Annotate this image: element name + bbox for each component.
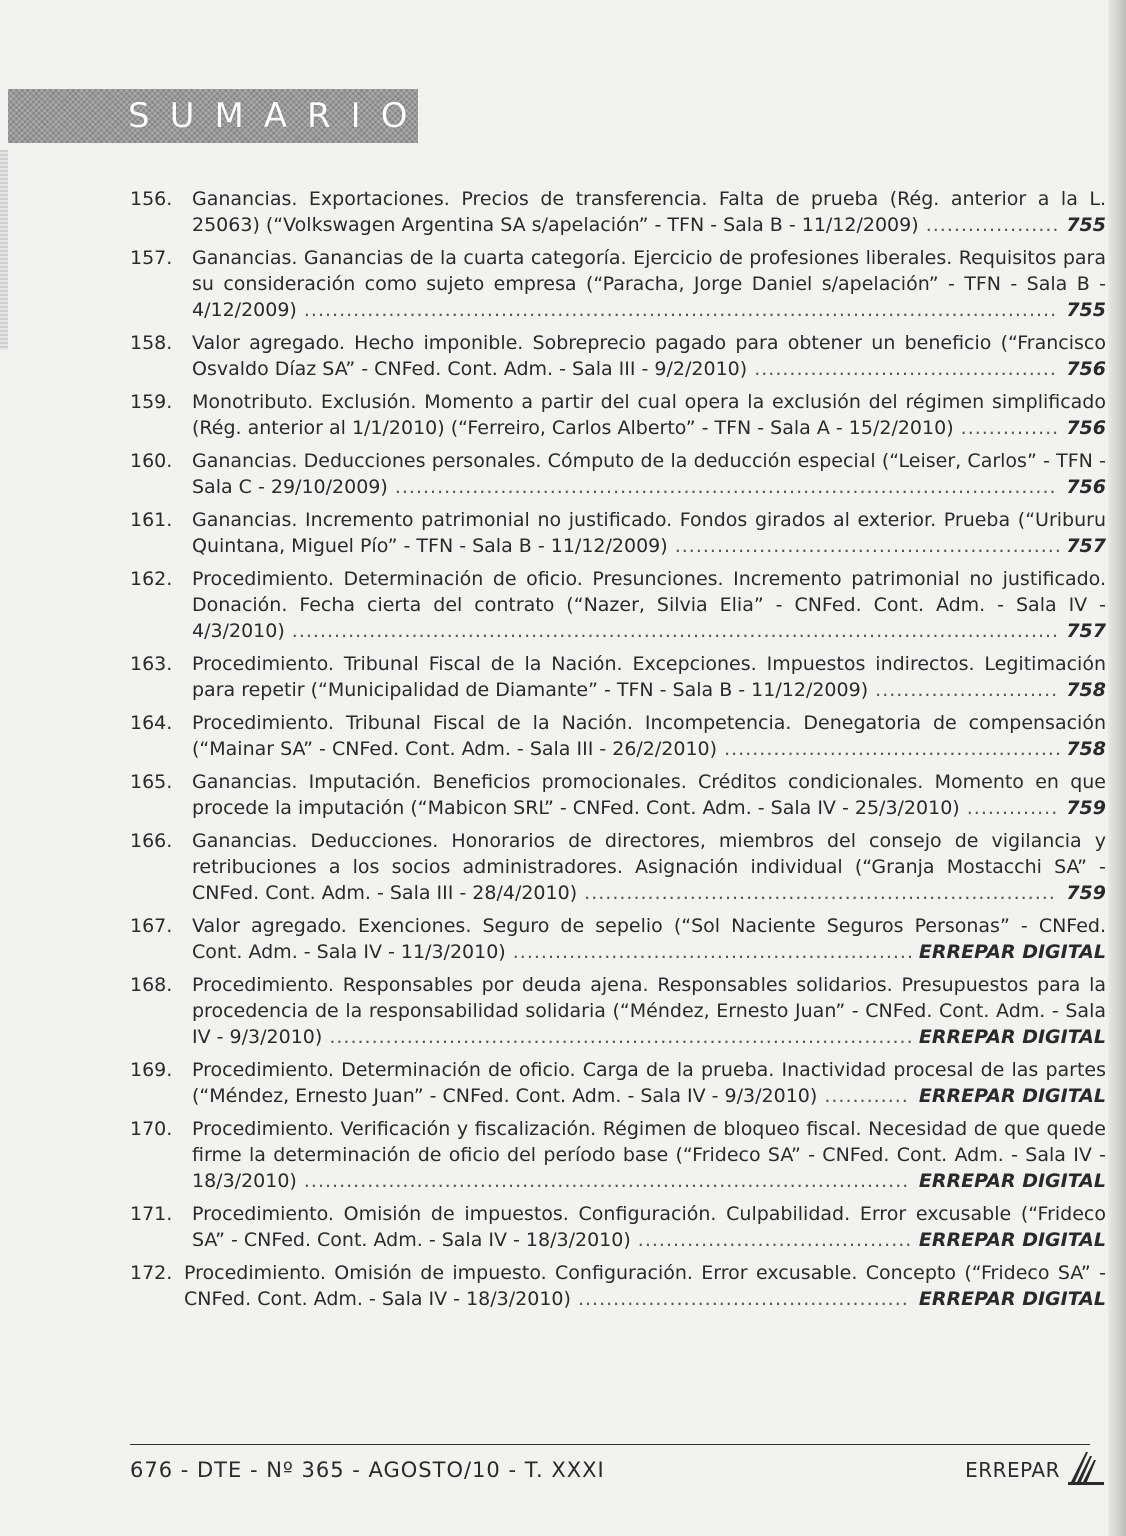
dot-leader: ....................................................... <box>667 535 1062 557</box>
page-reference: ERREPAR DIGITAL <box>918 1229 1106 1251</box>
list-item <box>130 1201 1106 1253</box>
list-item <box>130 245 1106 323</box>
entry-text: Procedimiento. Determinación de oficio. Presunciones. Incremento patrimonial no justificado. Donación. Fecha cierta del contrato (“Nazer, Silvia Elia” - CNFed. Cont. Adm. - Sala IV - 4/3/2010) <box>192 568 1106 642</box>
page-reference: ERREPAR DIGITAL <box>918 1085 1106 1107</box>
entry-body <box>192 507 1106 559</box>
entry-body <box>192 186 1106 238</box>
page-reference: 756 <box>1066 476 1106 498</box>
entry-body <box>192 769 1106 821</box>
list-item <box>130 1057 1106 1109</box>
list-item <box>130 448 1106 500</box>
binding-mark <box>0 150 8 350</box>
entry-number: 163. <box>130 653 173 675</box>
dot-leader: ............................................... <box>570 1288 909 1310</box>
page-edge-shadow <box>1108 0 1126 1536</box>
entry-text: Ganancias. Ganancias de la cuarta categoría. Ejercicio de profesiones liberales. Requisitos para su consideración como sujeto empresa (“Paracha, Jorge Daniel s/apelación” - TFN - Sala B - 4/12/2009) <box>192 247 1106 321</box>
page-reference: 758 <box>1066 679 1106 701</box>
entry-body <box>184 1260 1106 1312</box>
entry-number: 169. <box>130 1059 173 1081</box>
entry-number: 168. <box>130 974 173 996</box>
list-item <box>130 186 1106 238</box>
dot-leader: .............................................................................................. <box>387 476 1057 498</box>
entry-text: Ganancias. Incremento patrimonial no justificado. Fondos girados al exterior. Prueba (“Uriburu Quintana, Miguel Pío” - TFN - Sala B - 11/12/2009) <box>192 509 1106 557</box>
page-reference: 759 <box>1066 797 1106 819</box>
entry-body <box>192 651 1106 703</box>
entry-body <box>192 913 1106 965</box>
page-reference: 759 <box>1066 882 1106 904</box>
footer-brand <box>965 1448 1106 1486</box>
page-reference: ERREPAR DIGITAL <box>918 941 1106 963</box>
entry-text: Ganancias. Deducciones. Honorarios de directores, miembros del consejo de vigilancia y retribuciones a los socios administradores. Asignación individual (“Granja Mostacchi SA” - CNFed. Cont. Adm. - Sala III - 28/4/2010) <box>192 830 1106 904</box>
list-item <box>130 710 1106 762</box>
page-reference: 756 <box>1066 358 1106 380</box>
entry-body <box>192 389 1106 441</box>
list-item <box>130 389 1106 441</box>
list-item <box>130 330 1106 382</box>
entry-number: 156. <box>130 188 173 210</box>
entry-body <box>192 1057 1106 1109</box>
entry-text: Ganancias. Deducciones personales. Cómputo de la deducción especial (“Leiser, Carlos” - TFN - Sala C - 29/10/2009) <box>192 450 1106 498</box>
dot-leader: .......................... <box>868 679 1059 701</box>
entry-text: Monotributo. Exclusión. Momento a partir del cual opera la exclusión del régimen simplificado (Rég. anterior al 1/1/2010) (“Ferreiro, Carlos Alberto” - TFN - Sala A - 15/2/2010) <box>192 391 1106 439</box>
list-item <box>130 651 1106 703</box>
list-item <box>130 507 1106 559</box>
list-item <box>130 913 1106 965</box>
entry-number: 167. <box>130 915 173 937</box>
entry-body <box>192 710 1106 762</box>
dot-leader: .............. <box>953 417 1060 439</box>
entry-body <box>192 245 1106 323</box>
page-reference: ERREPAR DIGITAL <box>918 1288 1106 1310</box>
list-item <box>130 828 1106 906</box>
entry-number: 171. <box>130 1203 173 1225</box>
brand-name: ERREPAR <box>965 1458 1060 1482</box>
entry-body <box>192 330 1106 382</box>
list-item <box>130 1116 1106 1194</box>
entry-text: Valor agregado. Hecho imponible. Sobreprecio pagado para obtener un beneficio (“Francisco Osvaldo Díaz SA” - CNFed. Cont. Adm. - Sala III - 9/2/2010) <box>192 332 1106 380</box>
dot-leader: ........................................... <box>747 358 1057 380</box>
dot-leader: ......................................................... <box>505 941 915 963</box>
page-reference: 757 <box>1066 535 1106 557</box>
entry-body <box>192 448 1106 500</box>
list-item <box>130 972 1106 1050</box>
entry-body <box>192 828 1106 906</box>
entry-body <box>192 1116 1106 1194</box>
dot-leader: ........................................................................................................... <box>296 299 1058 321</box>
dot-leader: ................................................................................... <box>322 1026 914 1048</box>
errepar-logo-icon <box>1066 1448 1106 1486</box>
summary-list <box>130 186 1106 1319</box>
dot-leader: ............................................................................................................. <box>284 620 1060 642</box>
list-item <box>130 1260 1106 1312</box>
dot-leader: ...................................................................................... <box>296 1170 910 1192</box>
entry-body <box>192 972 1106 1050</box>
entry-number: 166. <box>130 830 173 852</box>
entry-text: Procedimiento. Tribunal Fiscal de la Nación. Excepciones. Impuestos indirectos. Legitimación para repetir (“Municipalidad de Diamante” - TFN - Sala B - 11/12/2009) <box>192 653 1106 701</box>
dot-leader: ................................................ <box>717 738 1063 760</box>
page-reference: ERREPAR DIGITAL <box>918 1026 1106 1048</box>
entry-text: Procedimiento. Responsables por deuda ajena. Responsables solidarios. Presupuestos para la procedencia de la responsabilidad solidaria (“Méndez, Ernesto Juan” - CNFed. Cont. Adm. - Sala IV - 9/3/2010) <box>192 974 1106 1048</box>
entry-number: 160. <box>130 450 173 472</box>
page-title: SUMARIO <box>128 96 428 136</box>
entry-text: Ganancias. Imputación. Beneficios promocionales. Créditos condicionales. Momento en que procede la imputación (“Mabicon SRL” - CNFed. Cont. Adm. - Sala IV - 25/3/2010) <box>192 771 1106 819</box>
entry-text: Ganancias. Exportaciones. Precios de transferencia. Falta de prueba (Rég. anterior a la L. 25063) (“Volkswagen Argentina SA s/apelación” - TFN - Sala B - 11/12/2009) <box>192 188 1106 236</box>
footer-issue-info: 676 - DTE - Nº 365 - AGOSTO/10 - T. XXXI <box>130 1458 605 1482</box>
entry-body <box>192 1201 1106 1253</box>
entry-number: 158. <box>130 332 173 354</box>
section-header <box>8 89 428 143</box>
dot-leader: ............ <box>817 1085 909 1107</box>
page-reference: 758 <box>1066 738 1106 760</box>
entry-text: Procedimiento. Omisión de impuestos. Configuración. Culpabilidad. Error excusable (“Frideco SA” - CNFed. Cont. Adm. - Sala IV - 18/3/2010) <box>192 1203 1106 1251</box>
page-reference: ERREPAR DIGITAL <box>918 1170 1106 1192</box>
entry-number: 172. <box>130 1262 173 1284</box>
page-reference: 755 <box>1066 299 1106 321</box>
entry-number: 170. <box>130 1118 173 1140</box>
entry-number: 161. <box>130 509 173 531</box>
dot-leader: ............. <box>959 797 1059 819</box>
footer-divider <box>130 1444 1090 1445</box>
page-reference: 755 <box>1066 214 1106 236</box>
entry-number: 162. <box>130 568 173 590</box>
page-reference: 756 <box>1066 417 1106 439</box>
entry-body <box>192 566 1106 644</box>
entry-number: 164. <box>130 712 173 734</box>
entry-number: 157. <box>130 247 173 269</box>
entry-number: 159. <box>130 391 173 413</box>
dot-leader: ................................................................... <box>577 882 1056 904</box>
entry-text: Procedimiento. Verificación y fiscalización. Régimen de bloqueo fiscal. Necesidad de que quede firme la determinación de oficio del período base (“Frideco SA” - CNFed. Cont. Adm. - Sala IV - 18/3/2010) <box>192 1118 1106 1192</box>
list-item <box>130 566 1106 644</box>
list-item <box>130 769 1106 821</box>
dot-leader: ................... <box>918 214 1060 236</box>
dot-leader: ....................................... <box>630 1229 913 1251</box>
entry-text: Valor agregado. Exenciones. Seguro de sepelio (“Sol Naciente Seguros Personas” - CNFed. Cont. Adm. - Sala IV - 11/3/2010) <box>192 915 1106 963</box>
entry-number: 165. <box>130 771 173 793</box>
entry-text: Procedimiento. Determinación de oficio. Carga de la prueba. Inactividad procesal de las partes (“Méndez, Ernesto Juan” - CNFed. Cont. Adm. - Sala IV - 9/3/2010) <box>192 1059 1106 1107</box>
page-reference: 757 <box>1066 620 1106 642</box>
entry-text: Procedimiento. Tribunal Fiscal de la Nación. Incompetencia. Denegatoria de compensación (“Mainar SA” - CNFed. Cont. Adm. - Sala III - 26/2/2010) <box>192 712 1106 760</box>
entry-text: Procedimiento. Omisión de impuesto. Configuración. Error excusable. Concepto (“Frideco SA” - CNFed. Cont. Adm. - Sala IV - 18/3/2010) <box>184 1262 1106 1310</box>
